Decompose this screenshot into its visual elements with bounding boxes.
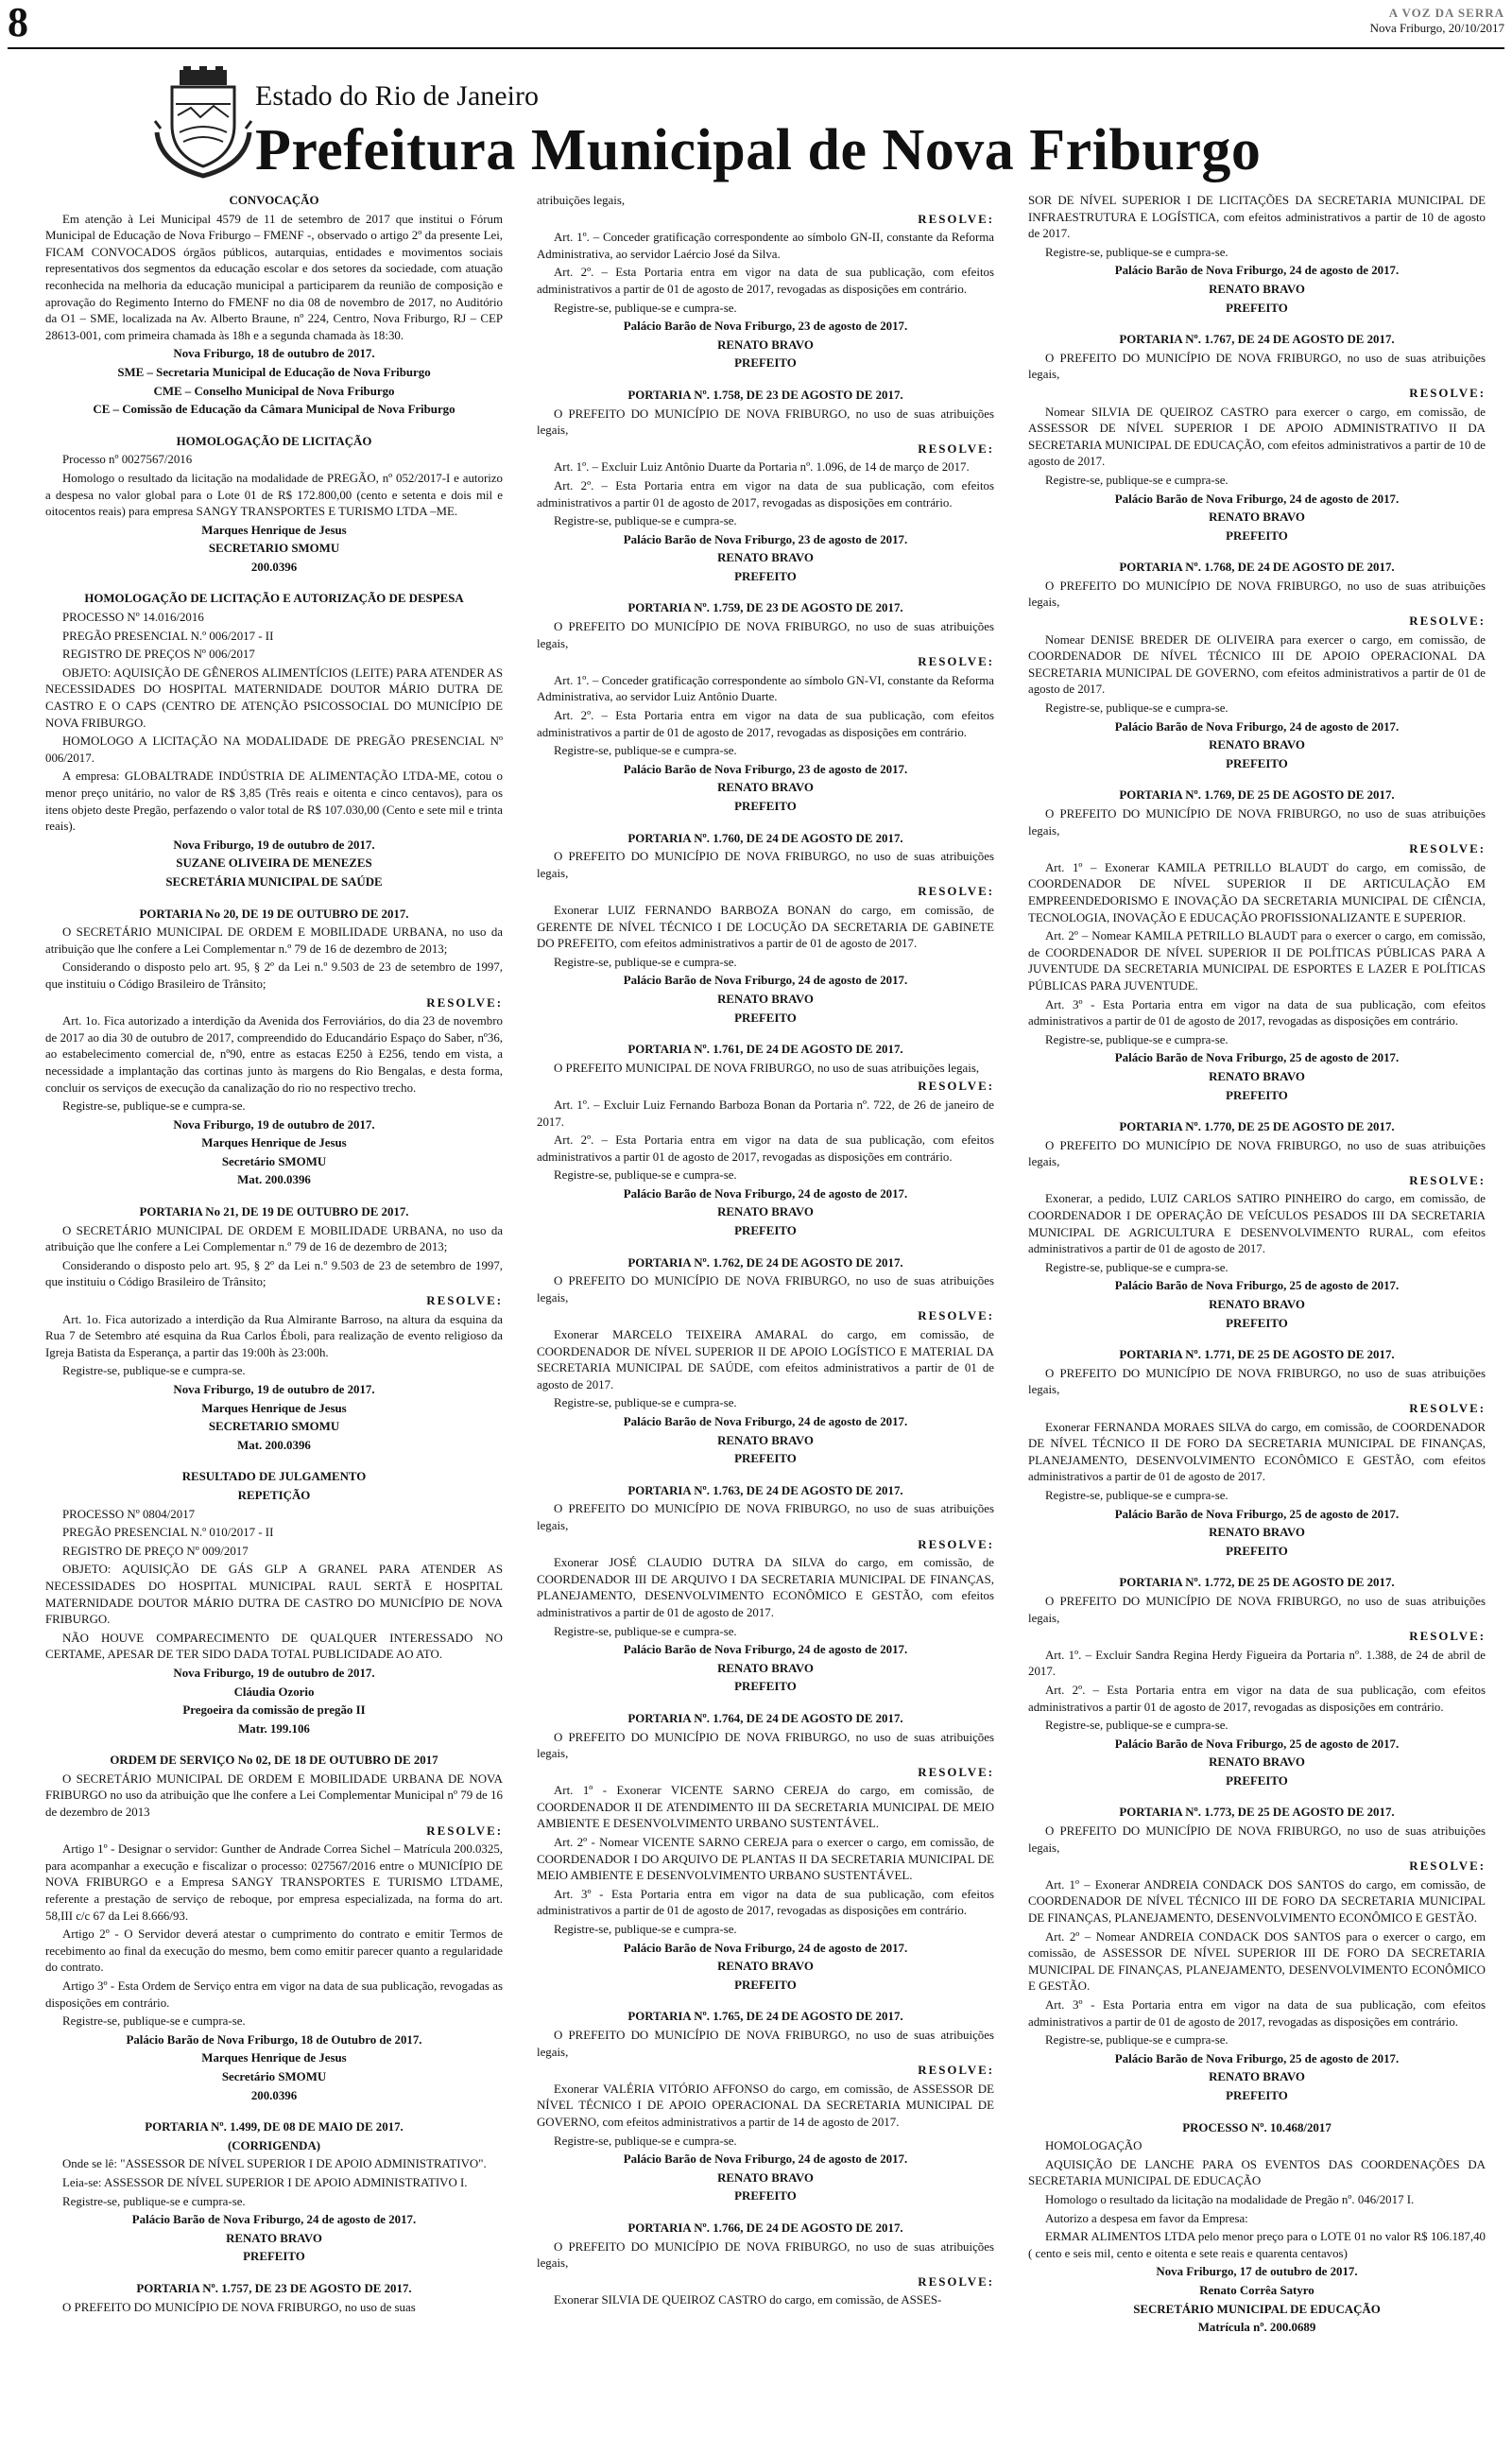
paragraph: Registre-se, publique-se e cumpra-se. xyxy=(1045,701,1228,716)
signature-line: Marques Henrique de Jesus xyxy=(201,1401,347,1415)
signature-line: RENATO BRAVO xyxy=(717,992,814,1006)
signature-line: Mat. 200.0396 xyxy=(237,1173,311,1187)
paragraph: Autorizo a despesa em favor da Empresa: xyxy=(1045,2211,1248,2225)
resolve-heading: RESOLVE: xyxy=(426,995,503,1010)
paragraph: Art. 2º. – Esta Portaria entra em vigor na data de sua publicação, com efeitos administrativos a partir 01 de agosto de 2017, revogadas as disposições em contrário. xyxy=(537,1133,994,1164)
resolve-heading: RESOLVE: xyxy=(918,655,994,669)
paragraph: Art. 1º – Exonerar KAMILA PETRILLO BLAUDT do cargo, em comissão, de COORDENADOR DE NÍVEL SUPERIOR II DE ARTICULAÇÃO EM EMPREENDEDORISMO E INOVAÇÃO DA SECRETARIA MUNICIPAL DE CIÊNCIA, TECNOLOGIA, INOVAÇÃO E EDUCAÇÃO PROFISSIONALIZANTE E SUPERIOR. xyxy=(1028,860,1486,925)
paragraph: Registre-se, publique-se e cumpra-se. xyxy=(62,1099,246,1114)
signature-line: Nova Friburgo, 17 de outubro de 2017. xyxy=(1156,2265,1358,2279)
resolve-heading: RESOLVE: xyxy=(1409,1630,1486,1644)
signature-line: PREFEITO xyxy=(1226,1088,1288,1102)
paragraph: HOMOLOGAÇÃO xyxy=(1045,2139,1143,2153)
paragraph: O PREFEITO DO MUNICÍPIO DE NOVA FRIBURGO, no uso de suas xyxy=(62,2300,416,2314)
paragraph: O SECRETÁRIO MUNICIPAL DE ORDEM E MOBILIDADE URBANA, no uso da atribuição que lhe confere a Lei Complementar n.º 79 de 16 de dezembro de 2013; xyxy=(45,1223,503,1254)
column-3 xyxy=(1028,193,1486,2452)
signature-line: Nova Friburgo, 19 de outubro de 2017. xyxy=(173,1666,375,1680)
signature-line: Palácio Barão de Nova Friburgo, 25 de agosto de 2017. xyxy=(1114,1051,1400,1065)
paragraph: Em atenção à Lei Municipal 4579 de 11 de setembro de 2017 que institui o Fórum Municipal de Educação de Nova Friburgo – FMENF -, observado o artigo 2º da presente Lei, FICAM CONVOCADOS órgãos públicos, autarquias, entidades e movimentos sociais representativos dos segmentos da educação escolar e dos setores da sociedade, com atuação reconhecida na melhoria da educação municipal a participarem da reunião de composição e aprovação do Regimento Interno do FMENF no dia 08 de novembro de 2017, no Auditório da O1 – SME, localizada na Av. Alberto Braune, nº 224, Centro, Nova Friburgo, RJ – CEP 28613-001, com primeira chamada às 18h e a segunda chamada às 18:30. xyxy=(45,212,503,342)
signature-line: Nova Friburgo, 19 de outubro de 2017. xyxy=(173,1383,375,1396)
section-title: REPETIÇÃO xyxy=(237,1488,311,1502)
paragraph: Nomear DENISE BREDER DE OLIVEIRA para exercer o cargo, em comissão, de COORDENADOR DE NÍVEL TÉCNICO III DE APOIO OPERACIONAL DA SECRETARIA MUNICIPAL DE GOVERNO, com efeitos administrativos a partir de 01 de agosto de 2017. xyxy=(1028,632,1486,697)
paragraph: PROCESSO Nº 0804/2017 xyxy=(62,1507,196,1521)
signature-line: RENATO BRAVO xyxy=(1209,2070,1305,2084)
signature-line: PREFEITO xyxy=(1226,1544,1288,1558)
paragraph: Exonerar LUIZ FERNANDO BARBOZA BONAN do cargo, em comissão, de GERENTE DE NÍVEL TÉCNICO I DE LOCUÇÃO DA SECRETARIA DE GABINETE DO PREFEITO, com efeitos administrativos a partir de 01 de agosto de 2017. xyxy=(537,903,994,951)
paragraph: Art. 2º. – Esta Portaria entra em vigor na data de sua publicação, com efeitos administrativos a partir de 01 de agosto de 2017, revogadas as disposições em contrário. xyxy=(537,709,994,739)
signature-line: RENATO BRAVO xyxy=(717,1960,814,1974)
signature-line: RENATO BRAVO xyxy=(717,1433,814,1447)
resolve-heading: RESOLVE: xyxy=(426,1823,503,1838)
paragraph: Registre-se, publique-se e cumpra-se. xyxy=(554,1624,737,1638)
paragraph: Homologo o resultado da licitação na modalidade de PREGÃO, nº 052/2017-I e autorizo a despesa no valor global para o Lote 01 de R$ 172.800,00 (cento e setenta e dois mil e oitocentos reais) para empresa SANGY TRANSPORTES E TURISMO LTDA –ME. xyxy=(45,471,503,519)
signature-line: CE – Comissão de Educação da Câmara Municipal de Nova Friburgo xyxy=(93,403,455,417)
paragraph: HOMOLOGO A LICITAÇÃO NA MODALIDADE DE PREGÃO PRESENCIAL Nº 006/2017. xyxy=(45,734,503,765)
paragraph: OBJETO: AQUISIÇÃO DE GÊNEROS ALIMENTÍCIOS (LEITE) PARA ATENDER AS NECESSIDADES DO HOSPITAL MATERNIDADE DOUTOR MÁRIO DUTRA DE CASTRO E O CAPS (CENTRO DE ATENÇÃO PSICOSSOCIAL DO MUNICÍPIO DE NOVA FRIBURGO. xyxy=(45,665,503,730)
signature-line: RENATO BRAVO xyxy=(717,551,814,565)
paragraph: Registre-se, publique-se e cumpra-se. xyxy=(554,744,737,758)
paragraph: Registre-se, publique-se e cumpra-se. xyxy=(1045,473,1228,487)
signature-line: CME – Conselho Municipal de Nova Friburgo xyxy=(153,384,395,398)
paragraph: Art. 2º. – Esta Portaria entra em vigor na data de sua publicação, com efeitos administrativos a partir 01 de agosto de 2017, revogadas as disposições em contrário. xyxy=(1028,1683,1486,1714)
municipality-title: Prefeitura Municipal de Nova Friburgo xyxy=(255,118,1262,182)
resolve-heading: RESOLVE: xyxy=(918,2274,994,2289)
paragraph: AQUISIÇÃO DE LANCHE PARA OS EVENTOS DAS COORDENAÇÕES DA SECRETARIA MUNICIPAL DE EDUCAÇÃO xyxy=(1028,2157,1486,2188)
paragraph: Registre-se, publique-se e cumpra-se. xyxy=(62,2014,246,2029)
signature-line: SUZANE OLIVEIRA DE MENEZES xyxy=(176,856,372,871)
paragraph: Registre-se, publique-se e cumpra-se. xyxy=(554,2134,737,2148)
paragraph: Nomear SILVIA DE QUEIROZ CASTRO para exercer o cargo, em comissão, de ASSESSOR DE NÍVEL SUPERIOR I DE APOIO ADMINISTRATIVO II DA SECRETARIA MUNICIPAL DE EDUCAÇÃO, com efeitos administrativos a partir de 10 de agosto de 2017. xyxy=(1028,405,1486,469)
section-title: PORTARIA Nº. 1.765, DE 24 DE AGOSTO DE 2017. xyxy=(627,2010,903,2024)
signature-line: Renato Corrêa Satyro xyxy=(1199,2283,1314,2297)
signature-line: Palácio Barão de Nova Friburgo, 25 de agosto de 2017. xyxy=(1114,1279,1400,1293)
paragraph: Registre-se, publique-se e cumpra-se. xyxy=(1045,1488,1228,1502)
signature-line: RENATO BRAVO xyxy=(1209,1526,1305,1540)
signature-line: Palácio Barão de Nova Friburgo, 24 de agosto de 2017. xyxy=(1114,719,1400,734)
signature-line: Palácio Barão de Nova Friburgo, 25 de agosto de 2017. xyxy=(1114,2051,1400,2065)
publication-info xyxy=(1370,6,1504,36)
signature-line: RENATO BRAVO xyxy=(226,2231,322,2245)
section-title: HOMOLOGAÇÃO DE LICITAÇÃO E AUTORIZAÇÃO DE DESPESA xyxy=(84,592,464,606)
paragraph: Art. 3º - Esta Portaria entra em vigor na data de sua publicação, com efeitos administrativos a partir de 01 de agosto de 2017, revogadas as disposições em contrário. xyxy=(1028,997,1486,1028)
signature-line: PREFEITO xyxy=(734,1224,797,1238)
paragraph: Art. 1º. – Conceder gratificação correspondente ao símbolo GN-II, constante da Reforma Administrativa, ao servidor Laércio José da Silva. xyxy=(537,231,994,261)
signature-line: PREFEITO xyxy=(734,1680,797,1694)
signature-line: PREFEITO xyxy=(734,1452,797,1466)
paragraph: O PREFEITO DO MUNICÍPIO DE NOVA FRIBURGO, no uso de suas atribuições legais, xyxy=(1028,1366,1486,1397)
paragraph: Art. 2º – Nomear ANDREIA CONDACK DOS SANTOS para o exercer o cargo, em comissão, de ASSESSOR DE NÍVEL SUPERIOR III DE FORO DA SECRETARIA MUNICIPAL DE FINANÇAS, PLANEJAMENTO, DESENVOLVIMENTO ECONÔMICO E GESTÃO. xyxy=(1028,1929,1486,1994)
signature-line: PREFEITO xyxy=(734,356,797,371)
section-title: HOMOLOGAÇÃO DE LICITAÇÃO xyxy=(176,434,372,448)
signature-line: SME – Secretaria Municipal de Educação de Nova Friburgo xyxy=(117,365,431,379)
paragraph: Registre-se, publique-se e cumpra-se. xyxy=(1045,2033,1228,2048)
section-title: PORTARIA Nº. 1.767, DE 24 DE AGOSTO DE 2017. xyxy=(1119,333,1395,347)
paragraph: Art. 1o. Fica autorizado a interdição da Rua Almirante Barroso, na altura da esquina da Rua 7 de Setembro até esquina da Rua Carlos Éboli, para realização de evento religioso da Igreja Batista da Esperança, a partir das 19:00h às 23:00h. xyxy=(45,1312,503,1359)
paragraph: O PREFEITO DO MUNICÍPIO DE NOVA FRIBURGO, no uso de suas atribuições legais, xyxy=(1028,1594,1486,1625)
paragraph: Processo nº 0027567/2016 xyxy=(62,453,193,467)
paragraph: Artigo 3º - Esta Ordem de Serviço entra em vigor na data de sua publicação, revogadas as disposições em contrário. xyxy=(45,1979,503,2010)
paragraph: Art. 1º. – Excluir Sandra Regina Herdy Figueira da Portaria nº. 1.388, de 24 de abril de 2017. xyxy=(1028,1648,1486,1679)
signature-line: PREFEITO xyxy=(734,1978,797,1992)
paragraph: Artigo 2º - O Servidor deverá atestar o cumprimento do contrato e emitir Termos de recebimento ao final da execução do mesmo, bem como emitir parecer quanto a regularidade do contrato. xyxy=(45,1927,503,1975)
section-title: PORTARIA Nº. 1.757, DE 23 DE AGOSTO DE 2017. xyxy=(136,2281,412,2295)
gazette-columns xyxy=(45,193,1489,2452)
paragraph: O PREFEITO DO MUNICÍPIO DE NOVA FRIBURGO, no uso de suas atribuições legais, xyxy=(1028,807,1486,838)
resolve-heading: RESOLVE: xyxy=(918,1080,994,1094)
paragraph: OBJETO: AQUISIÇÃO DE GÁS GLP A GRANEL PARA ATENDER AS NECESSIDADES DO HOSPITAL MUNICIPAL RAUL SERTÃ E HOSPITAL MATERNIDADE DOUTOR MÁRIO DUTRA DE CASTRO DO MUNICÍPIO DE NOVA FRIBURGO. xyxy=(45,1563,503,1627)
section-title: PORTARIA Nº. 1.761, DE 24 DE AGOSTO DE 2017. xyxy=(627,1043,903,1057)
paragraph: A empresa: GLOBALTRADE INDÚSTRIA DE ALIMENTAÇÃO LTDA-ME, cotou o menor preço unitário, no valor de R$ 3,85 (Três reais e oitenta e cinco centavos), para os itens objeto deste Pregão, perfazendo o valor total de R$ 107.030,00 (Cento e sete mil e trinta reais). xyxy=(45,769,503,834)
paragraph: Registre-se, publique-se e cumpra-se. xyxy=(554,1923,737,1937)
signature-line: PREFEITO xyxy=(734,569,797,583)
paragraph: Art. 3º - Esta Portaria entra em vigor na data de sua publicação, com efeitos administrativos a partir de 01 de agosto de 2017, revogadas as disposições em contrário. xyxy=(537,1887,994,1918)
masthead xyxy=(161,74,1389,187)
paragraph: O PREFEITO DO MUNICÍPIO DE NOVA FRIBURGO, no uso de suas atribuições legais, xyxy=(537,2239,994,2271)
paragraph: Registre-se, publique-se e cumpra-se. xyxy=(554,955,737,969)
section-title: PORTARIA Nº. 1.770, DE 25 DE AGOSTO DE 2017. xyxy=(1119,1120,1395,1134)
signature-line: Palácio Barão de Nova Friburgo, 23 de agosto de 2017. xyxy=(623,532,908,546)
resolve-heading: RESOLVE: xyxy=(918,885,994,899)
signature-line: RENATO BRAVO xyxy=(717,781,814,795)
section-title: PROCESSO Nº. 10.468/2017 xyxy=(1182,2120,1332,2134)
paragraph: Considerando o disposto pelo art. 95, § 2º da Lei n.º 9.503 de 23 de setembro de 1997, que instituiu o Código Brasileiro de Trânsito; xyxy=(45,1258,503,1289)
signature-line: Palácio Barão de Nova Friburgo, 24 de agosto de 2017. xyxy=(623,1643,908,1657)
signature-line: PREFEITO xyxy=(734,800,797,813)
signature-line: PREFEITO xyxy=(1226,1316,1288,1330)
section-title: CONVOCAÇÃO xyxy=(229,194,319,207)
signature-line: RENATO BRAVO xyxy=(717,1661,814,1675)
paragraph: O PREFEITO DO MUNICÍPIO DE NOVA FRIBURGO, no uso de suas atribuições legais, xyxy=(537,406,994,438)
section-title: PORTARIA Nº. 1.766, DE 24 DE AGOSTO DE 2017. xyxy=(627,2221,903,2235)
signature-line: Palácio Barão de Nova Friburgo, 25 de agosto de 2017. xyxy=(1114,1737,1400,1751)
paragraph: REGISTRO DE PREÇO Nº 009/2017 xyxy=(62,1544,249,1558)
section-title: PORTARIA Nº. 1.499, DE 08 DE MAIO DE 2017. xyxy=(145,2120,404,2134)
signature-line: RENATO BRAVO xyxy=(1209,282,1305,296)
paragraph: Registre-se, publique-se e cumpra-se. xyxy=(1045,1260,1228,1274)
paragraph: Art. 1º. – Excluir Luiz Antônio Duarte da Portaria nº. 1.096, de 14 de março de 2017. xyxy=(554,460,970,475)
signature-line: PREFEITO xyxy=(1226,756,1288,770)
paragraph: O PREFEITO DO MUNICÍPIO DE NOVA FRIBURGO, no uso de suas atribuições legais, xyxy=(1028,1138,1486,1169)
signature-line: Nova Friburgo, 19 de outubro de 2017. xyxy=(173,1117,375,1132)
paragraph: Registre-se, publique-se e cumpra-se. xyxy=(1045,1032,1228,1046)
paragraph: O SECRETÁRIO MUNICIPAL DE ORDEM E MOBILIDADE URBANA DE NOVA FRIBURGO no uso da atribuição que lhe confere a Lei Complementar Municipal nº 79 de 16 de dezembro de 2013 xyxy=(45,1771,503,1820)
resolve-heading: RESOLVE: xyxy=(918,2064,994,2078)
signature-line: PREFEITO xyxy=(1226,1773,1288,1788)
signature-line: Palácio Barão de Nova Friburgo, 18 de Outubro de 2017. xyxy=(126,2032,422,2047)
paragraph: Registre-se, publique-se e cumpra-se. xyxy=(62,1364,246,1378)
paragraph: Art. 2º. – Esta Portaria entra em vigor na data de sua publicação, com efeitos administrativos a partir 01 de agosto de 2017, revogadas as disposições em contrário. xyxy=(537,478,994,510)
paragraph: Homologo o resultado da licitação na modalidade de Pregão nº. 046/2017 I. xyxy=(1045,2192,1415,2206)
section-title: PORTARIA Nº. 1.763, DE 24 DE AGOSTO DE 2017. xyxy=(627,1483,903,1497)
signature-line: Cláudia Ozorio xyxy=(233,1685,315,1699)
section-title: PORTARIA Nº. 1.758, DE 23 DE AGOSTO DE 2017. xyxy=(627,388,903,402)
signature-line: PREFEITO xyxy=(1226,301,1288,315)
section-title: PORTARIA Nº. 1.764, DE 24 DE AGOSTO DE 2017. xyxy=(627,1711,903,1725)
signature-line: Palácio Barão de Nova Friburgo, 24 de agosto de 2017. xyxy=(1114,492,1400,506)
signature-line: Palácio Barão de Nova Friburgo, 24 de agosto de 2017. xyxy=(623,1186,908,1201)
signature-line: Marques Henrique de Jesus xyxy=(201,2051,347,2065)
signature-line: PREFEITO xyxy=(1226,528,1288,543)
paragraph: ERMAR ALIMENTOS LTDA pelo menor preço para o LOTE 01 no valor R$ 106.187,40 ( cento e seis mil, cento e oitenta e sete reais e quarenta centavos) xyxy=(1028,2230,1486,2260)
state-name: Estado do Rio de Janeiro xyxy=(255,80,539,112)
section-title: PORTARIA Nº. 1.759, DE 23 DE AGOSTO DE 2017. xyxy=(627,601,903,615)
paragraph: Registre-se, publique-se e cumpra-se. xyxy=(554,301,737,315)
paragraph: Art. 3º - Esta Portaria entra em vigor na data de sua publicação, com efeitos administrativos a partir de 01 de agosto de 2017, revogadas as disposições em contrário. xyxy=(1028,1998,1486,2029)
paragraph: O PREFEITO DO MUNICÍPIO DE NOVA FRIBURGO, no uso de suas atribuições legais, xyxy=(537,1502,994,1532)
paragraph: O PREFEITO DO MUNICÍPIO DE NOVA FRIBURGO, no uso de suas atribuições legais, xyxy=(1028,579,1486,610)
resolve-heading: RESOLVE: xyxy=(918,1537,994,1551)
paragraph: O PREFEITO DO MUNICÍPIO DE NOVA FRIBURGO, no uso de suas atribuições legais, xyxy=(537,1274,994,1305)
signature-line: Palácio Barão de Nova Friburgo, 24 de agosto de 2017. xyxy=(623,974,908,988)
resolve-heading: RESOLVE: xyxy=(1409,1402,1486,1415)
paragraph: Exonerar FERNANDA MORAES SILVA do cargo, em comissão, de COORDENADOR DE NÍVEL TÉCNICO II DE FORO DA SECRETARIA MUNICIPAL DE FINANÇAS, PLANEJAMENTO, DESENVOLVIMENTO ECONÔMICO E GESTÃO, com efeitos administrativos a partir de 01 de agosto de 2017. xyxy=(1028,1420,1486,1484)
section-title: PORTARIA Nº. 1.760, DE 24 DE AGOSTO DE 2017. xyxy=(627,831,903,845)
signature-line: Matrícula nº. 200.0689 xyxy=(1197,2321,1316,2335)
paragraph: Exonerar MARCELO TEIXEIRA AMARAL do cargo, em comissão, de COORDENADOR DE NÍVEL SUPERIOR II DE APOIO LOGÍSTICO E MATERIAL DA SECRETARIA MUNICIPAL DE SAÚDE, com efeitos administrativos a partir de 01 de agosto de 2017. xyxy=(537,1328,994,1391)
resolve-heading: RESOLVE: xyxy=(1409,614,1486,629)
paragraph: Art. 1º. – Excluir Luiz Fernando Barboza Bonan da Portaria nº. 722, de 26 de janeiro de 2017. xyxy=(537,1097,994,1129)
paragraph: Exonerar VALÉRIA VITÓRIO AFFONSO do cargo, em comissão, de ASSESSOR DE NÍVEL TÉCNICO I DE APOIO OPERACIONAL DA SECRETARIA MUNICIPAL DE GOVERNO, com efeitos administrativos a partir de 14 de agosto de 2017. xyxy=(537,2082,994,2129)
signature-line: Palácio Barão de Nova Friburgo, 24 de agosto de 2017. xyxy=(623,2152,908,2167)
signature-line: Matr. 199.106 xyxy=(238,1721,310,1736)
paragraph: Registre-se, publique-se e cumpra-se. xyxy=(1045,1719,1228,1733)
section-title: PORTARIA Nº. 1.772, DE 25 DE AGOSTO DE 2017. xyxy=(1119,1576,1395,1590)
paragraph: Art. 2º. – Esta Portaria entra em vigor na data de sua publicação, com efeitos administrativos a partir de 01 de agosto de 2017, revogadas as disposições em contrário. xyxy=(537,266,994,296)
section-title: PORTARIA Nº. 1.773, DE 25 DE AGOSTO DE 2017. xyxy=(1119,1806,1395,1820)
signature-line: SECRETÁRIA MUNICIPAL DE SAÚDE xyxy=(165,874,383,889)
paragraph: O PREFEITO DO MUNICÍPIO DE NOVA FRIBURGO, no uso de suas atribuições legais, xyxy=(1028,351,1486,382)
paragraph: Registre-se, publique-se e cumpra-se. xyxy=(554,1396,737,1410)
section-title: (CORRIGENDA) xyxy=(227,2138,321,2152)
paragraph: Artigo 1º - Designar o servidor: Gunther de Andrade Correa Sichel – Matrícula 200.0325, para acompanhar a execução e fiscalizar o processo: 027567/2016 entre o MUNICÍPIO DE NOVA FRIBURGO e a Empresa SANGY TRANSPORTES E TURISMO LTDAME, referente a prestação de serviço de reboque, por empresa especializada, na forma do art. 58,III c/c 67 da Lei 8.666/93. xyxy=(45,1842,503,1923)
resolve-heading: RESOLVE: xyxy=(918,1309,994,1323)
resolve-heading: RESOLVE: xyxy=(426,1294,503,1308)
paragraph: Art. 2º – Nomear KAMILA PETRILLO BLAUDT para o exercer o cargo, em comissão, de COORDENADOR DE NÍVEL SUPERIOR II DE POLÍTICAS PÚBLICAS PARA A JUVENTUDE DA SECRETARIA MUNICIPAL DE ESPORTES E LAZER E POLÍTICAS PÚBLICAS PARA JUVENTUDE. xyxy=(1028,929,1486,993)
paragraph: Exonerar, a pedido, LUIZ CARLOS SATIRO PINHEIRO do cargo, em comissão, de COORDENADOR I DE OPERAÇÃO DE VEÍCULOS PESADOS III DA SECRETARIA MUNICIPAL DE AGRICULTURA E DESENVOLVIMENTO RURAL, com efeitos administrativos a partir de 01 de agosto de 2017. xyxy=(1028,1192,1486,1256)
paragraph: Registre-se, publique-se e cumpra-se. xyxy=(554,1168,737,1183)
signature-line: 200.0396 xyxy=(250,2088,298,2102)
signature-line: SECRETARIO SMOMU xyxy=(208,1420,340,1434)
resolve-heading: RESOLVE: xyxy=(1409,1859,1486,1874)
paragraph: PREGÃO PRESENCIAL N.º 006/2017 - II xyxy=(62,629,274,643)
signature-line: Nova Friburgo, 18 de outubro de 2017. xyxy=(173,347,375,361)
signature-line: Palácio Barão de Nova Friburgo, 24 de agosto de 2017. xyxy=(623,1415,908,1428)
paragraph: REGISTRO DE PREÇOS Nº 006/2017 xyxy=(62,648,255,662)
signature-line: Palácio Barão de Nova Friburgo, 25 de agosto de 2017. xyxy=(1114,1507,1400,1521)
signature-line: RENATO BRAVO xyxy=(717,1205,814,1219)
resolve-heading: RESOLVE: xyxy=(1409,386,1486,400)
paragraph: O PREFEITO DO MUNICÍPIO DE NOVA FRIBURGO, no uso de suas atribuições legais, xyxy=(537,1730,994,1761)
signature-line: SECRETÁRIO MUNICIPAL DE EDUCAÇÃO xyxy=(1133,2302,1381,2316)
paragraph: PREGÃO PRESENCIAL N.º 010/2017 - II xyxy=(62,1526,274,1540)
paragraph: Onde se lê: "ASSESSOR DE NÍVEL SUPERIOR I DE APOIO ADMINISTRATIVO". xyxy=(62,2157,487,2171)
section-title: ORDEM DE SERVIÇO No 02, DE 18 DE OUTUBRO DE 2017 xyxy=(110,1754,438,1768)
page-header xyxy=(8,0,1504,49)
section-title: PORTARIA No 21, DE 19 DE OUTUBRO DE 2017. xyxy=(139,1205,409,1219)
section-title: PORTARIA Nº. 1.762, DE 24 DE AGOSTO DE 2017. xyxy=(627,1255,903,1270)
resolve-heading: RESOLVE: xyxy=(1409,1173,1486,1187)
signature-line: Palácio Barão de Nova Friburgo, 23 de agosto de 2017. xyxy=(623,320,908,334)
paragraph: Art. 2º - Nomear VICENTE SARNO CEREJA para o exercer o cargo, em comissão, de COORDENADOR I DO ARQUIVO DE PLANTAS II DA SECRETARIA MUNICIPAL DE MEIO AMBIENTE E DESENVOLVIMENTO URBANO SUSTENTÁVEL. xyxy=(537,1836,994,1883)
signature-line: Pregoeira da comissão de pregão II xyxy=(182,1703,366,1718)
signature-line: SECRETARIO SMOMU xyxy=(208,542,340,556)
municipal-coat-of-arms-icon xyxy=(151,66,255,180)
signature-line: Marques Henrique de Jesus xyxy=(201,523,347,537)
resolve-heading: RESOLVE: xyxy=(918,1765,994,1779)
paragraph: Exonerar SILVIA DE QUEIROZ CASTRO do cargo, em comissão, de ASSES- xyxy=(554,2293,942,2307)
paragraph: Exonerar JOSÉ CLAUDIO DUTRA DA SILVA do cargo, em comissão, de COORDENADOR III DE ARQUIVO I DA SECRETARIA MUNICIPAL DE FINANÇAS, PLANEJAMENTO, DESENVOLVIMENTO ECONÔMICO E GESTÃO, com efeitos administrativos a partir de 01 de agosto de 2017. xyxy=(537,1556,994,1619)
resolve-heading: RESOLVE: xyxy=(918,212,994,226)
page-number: 8 xyxy=(8,0,28,45)
paragraph: Registre-se, publique-se e cumpra-se. xyxy=(554,514,737,528)
signature-line: PREFEITO xyxy=(734,1011,797,1025)
resolve-heading: RESOLVE: xyxy=(918,441,994,456)
signature-line: Mat. 200.0396 xyxy=(237,1438,311,1452)
signature-line: RENATO BRAVO xyxy=(717,337,814,352)
paragraph: Leia-se: ASSESSOR DE NÍVEL SUPERIOR I DE APOIO ADMINISTRATIVO I. xyxy=(62,2175,468,2189)
section-title: PORTARIA No 20, DE 19 DE OUTUBRO DE 2017. xyxy=(139,907,409,921)
resolve-heading: RESOLVE: xyxy=(1409,842,1486,856)
signature-line: Palácio Barão de Nova Friburgo, 24 de agosto de 2017. xyxy=(1114,264,1400,278)
section-title: PORTARIA Nº. 1.769, DE 25 DE AGOSTO DE 2017. xyxy=(1119,788,1395,803)
paragraph: Considerando o disposto pelo art. 95, § 2º da Lei n.º 9.503 de 23 de setembro de 1997, que instituiu o Código Brasileiro de Trânsito; xyxy=(45,960,503,991)
section-title: RESULTADO DE JULGAMENTO xyxy=(181,1470,367,1484)
paragraph: O SECRETÁRIO MUNICIPAL DE ORDEM E MOBILIDADE URBANA, no uso da atribuição que lhe confere a Lei Complementar n.º 79 de 16 de dezembro de 2013; xyxy=(45,925,503,956)
paragraph: O PREFEITO DO MUNICÍPIO DE NOVA FRIBURGO, no uso de suas atribuições legais, xyxy=(1028,1824,1486,1855)
signature-line: RENATO BRAVO xyxy=(1209,1755,1305,1770)
signature-line: Secretário SMOMU xyxy=(221,2069,327,2083)
paragraph: NÃO HOUVE COMPARECIMENTO DE QUALQUER INTERESSADO NO CERTAME, APESAR DE TER SIDO DADA TOTAL PUBLICIDADE AO ATO. xyxy=(45,1631,503,1662)
signature-line: Palácio Barão de Nova Friburgo, 24 de agosto de 2017. xyxy=(623,1941,908,1955)
section-title: PORTARIA Nº. 1.771, DE 25 DE AGOSTO DE 2017. xyxy=(1119,1348,1395,1362)
signature-line: PREFEITO xyxy=(243,2250,305,2264)
signature-line: RENATO BRAVO xyxy=(1209,1069,1305,1083)
signature-line: Nova Friburgo, 19 de outubro de 2017. xyxy=(173,838,375,852)
signature-line: PREFEITO xyxy=(734,2189,797,2203)
column-2 xyxy=(537,193,994,2452)
column-1 xyxy=(45,193,503,2452)
paragraph: atribuições legais, xyxy=(537,194,626,207)
paragraph: PROCESSO Nº 14.016/2016 xyxy=(62,611,204,625)
paragraph: O PREFEITO DO MUNICÍPIO DE NOVA FRIBURGO, no uso de suas atribuições legais, xyxy=(537,850,994,880)
paragraph: Art. 1º - Exonerar VICENTE SARNO CEREJA do cargo, em comissão, de COORDENADOR II DE ATENDIMENTO III DA SECRETARIA MUNICIPAL DE MEIO AMBIENTE E DESENVOLVIMENTO URBANO SUSTENTÁVEL. xyxy=(537,1784,994,1831)
paragraph: Registre-se, publique-se e cumpra-se. xyxy=(1045,245,1228,259)
paragraph: Registre-se, publique-se e cumpra-se. xyxy=(62,2194,246,2208)
signature-line: Palácio Barão de Nova Friburgo, 24 de agosto de 2017. xyxy=(131,2213,417,2227)
signature-line: Secretário SMOMU xyxy=(221,1154,327,1168)
signature-line: RENATO BRAVO xyxy=(717,2170,814,2185)
signature-line: Marques Henrique de Jesus xyxy=(201,1136,347,1150)
newspaper-name: A VOZ DA SERRA xyxy=(1388,6,1504,20)
paragraph: Art. 1º. – Conceder gratificação correspondente ao símbolo GN-VI, constante da Reforma Administrativa, ao servidor Luiz Antônio Duarte. xyxy=(537,673,994,704)
section-title: PORTARIA Nº. 1.768, DE 24 DE AGOSTO DE 2017. xyxy=(1119,561,1395,575)
paragraph: Art. 1º – Exonerar ANDREIA CONDACK DOS SANTOS do cargo, em comissão, de COORDENADOR DE NÍVEL TÉCNICO III DE FORO DA SECRETARIA MUNICIPAL DE FINANÇAS, PLANEJAMENTO, DESENVOLVIMENTO ECONÔMICO E GESTÃO. xyxy=(1028,1877,1486,1926)
signature-line: 200.0396 xyxy=(250,560,298,574)
paragraph: SOR DE NÍVEL SUPERIOR I DE LICITAÇÕES DA SECRETARIA MUNICIPAL DE INFRAESTRUTURA E LOGÍSTICA, com efeitos administrativos a partir de 10 de agosto de 2017. xyxy=(1028,194,1486,241)
edition-date: Nova Friburgo, 20/10/2017 xyxy=(1369,21,1504,35)
signature-line: RENATO BRAVO xyxy=(1209,510,1305,525)
paragraph: O PREFEITO MUNICIPAL DE NOVA FRIBURGO, no uso de suas atribuições legais, xyxy=(554,1061,980,1075)
signature-line: RENATO BRAVO xyxy=(1209,738,1305,752)
signature-line: RENATO BRAVO xyxy=(1209,1298,1305,1312)
signature-line: Palácio Barão de Nova Friburgo, 23 de agosto de 2017. xyxy=(623,762,908,776)
paragraph: Art. 1o. Fica autorizado a interdição da Avenida dos Ferroviários, do dia 23 de novembro de 2017 ao dia 30 de outubro de 2017, compreendido do Educandário Espaço do Saber, nº36, ao estabelecimento comercial de, nº90, entre as estacas E250 à E256, tendo em vista, a necessidade a implantação das cortinas junto às margens do Rio Bengalas, e desta forma, concluir os serviços de execução da canalização do rio no respectivo trecho. xyxy=(45,1014,503,1095)
signature-line: PREFEITO xyxy=(1226,2088,1288,2102)
paragraph: O PREFEITO DO MUNICÍPIO DE NOVA FRIBURGO, no uso de suas atribuições legais, xyxy=(537,620,994,650)
paragraph: O PREFEITO DO MUNICÍPIO DE NOVA FRIBURGO, no uso de suas atribuições legais, xyxy=(537,2029,994,2059)
